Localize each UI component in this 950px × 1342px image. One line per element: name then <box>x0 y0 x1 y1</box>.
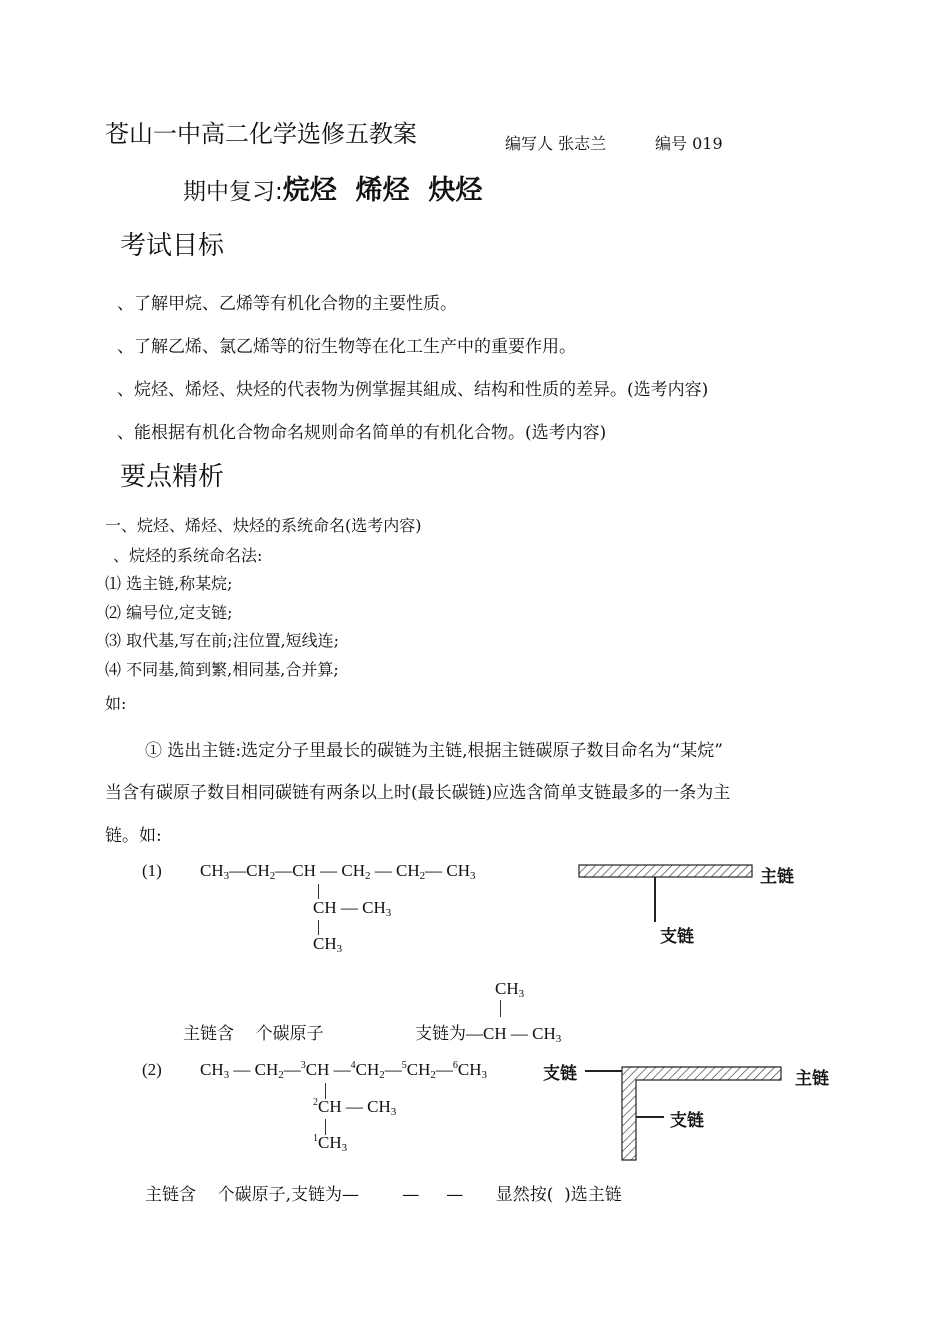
example2-label: (2) <box>142 1060 162 1079</box>
doc-title: 苍山一中高二化学选修五教案 <box>105 120 417 148</box>
subtitle-prefix: 期中复习 <box>183 179 275 205</box>
paragraph-line-3: 链。如: <box>105 826 162 846</box>
goal-item-3: 、烷烃、烯烃、炔烃的代表物为例掌握其組成、结构和性质的差异。(选考内容) <box>117 380 709 400</box>
example1-branch-end: $CH_3$ <box>313 934 343 955</box>
subtitle-colon: : <box>275 179 283 205</box>
doc-number: 编号 019 <box>655 134 723 153</box>
example1-main-chain-label: 主链 <box>760 867 794 887</box>
bond-line <box>500 1000 501 1017</box>
step-1: ⑴ 选主链,称某烷; <box>105 574 233 593</box>
section-heading-points: 要点精析 <box>120 462 225 492</box>
isopropyl-top: $CH_3$ <box>495 979 525 1000</box>
example2-schematic <box>618 1062 798 1167</box>
example1-branch-formula: CH — $CH_3$ <box>313 898 392 919</box>
bond-line <box>318 920 319 935</box>
arrow-line <box>585 1070 622 1072</box>
subtitle <box>183 168 482 207</box>
example-intro: 如: <box>105 694 127 713</box>
paragraph-line-2: 当含有碳原子数目相同碳链有两条以上时(最长碳链)应选含简单支链最多的一条为主 <box>105 783 731 803</box>
example2-branch-end: $^1CH_3$ <box>313 1133 348 1154</box>
subtitle-topic: 烷烃 烯烃 炔烃 <box>282 175 483 206</box>
main-chain-bar <box>579 865 752 877</box>
example2-branch-arrow-label: 支链 <box>543 1064 577 1084</box>
example1-blank-branch <box>415 1019 561 1045</box>
example1-blank-main: 主链含 个碳原子 <box>183 1024 324 1044</box>
goal-item-1: 、了解甲烷、乙烯等有机化合物的主要性质。 <box>117 294 457 314</box>
example2-branch-formula: $^2$CH — $CH_3$ <box>313 1097 397 1118</box>
author: 编写人 张志兰 <box>505 134 607 153</box>
section-heading-goals: 考试目标 <box>120 231 225 261</box>
example2-branch-label: 支链 <box>670 1111 704 1131</box>
step-3: ⑶ 取代基,写在前;注位置,短线连; <box>105 631 340 650</box>
isopropyl-formula: —CH — $CH_3$ <box>466 1024 562 1045</box>
step-2: ⑵ 编号位,定支链; <box>105 603 233 622</box>
subheading-2: 、烷烃的系统命名法: <box>113 546 263 565</box>
subheading-1: 一、烷烃、烯烃、炔烃的系统命名(选考内容) <box>105 516 422 535</box>
goal-item-2: 、了解乙烯、氯乙烯等的衍生物等在化工生产中的重要作用。 <box>117 337 576 357</box>
example2-main-formula: $CH_3$ — $CH_2—^3CH$ $—^4CH_2—^5CH_2—^6CH_3$ <box>200 1060 487 1081</box>
paragraph-line-1: ① 选出主链:选定分子里最长的碳链为主链,根据主链碳原子数目命名为“某烷” <box>145 741 723 761</box>
example1-branch-label: 支链 <box>660 927 694 947</box>
bond-line <box>318 884 319 899</box>
example1-main-formula: $CH_3—CH_2—CH$ — $CH_2$ — $CH_2—$ $CH_3$ <box>200 861 476 882</box>
example2-main-chain-label: 主链 <box>795 1069 829 1089</box>
step-4: ⑷ 不同基,简到繁,相同基,合并算; <box>105 660 339 679</box>
example1-label: (1) <box>142 861 162 880</box>
example2-blank-line: 主链含 个碳原子,支链为— — — 显然按( )选主链 <box>145 1185 622 1205</box>
branch-label-text: 支链为 <box>415 1024 466 1044</box>
goal-item-4: 、能根据有机化合物命名规则命名简单的有机化合物。(选考内容) <box>117 423 607 443</box>
